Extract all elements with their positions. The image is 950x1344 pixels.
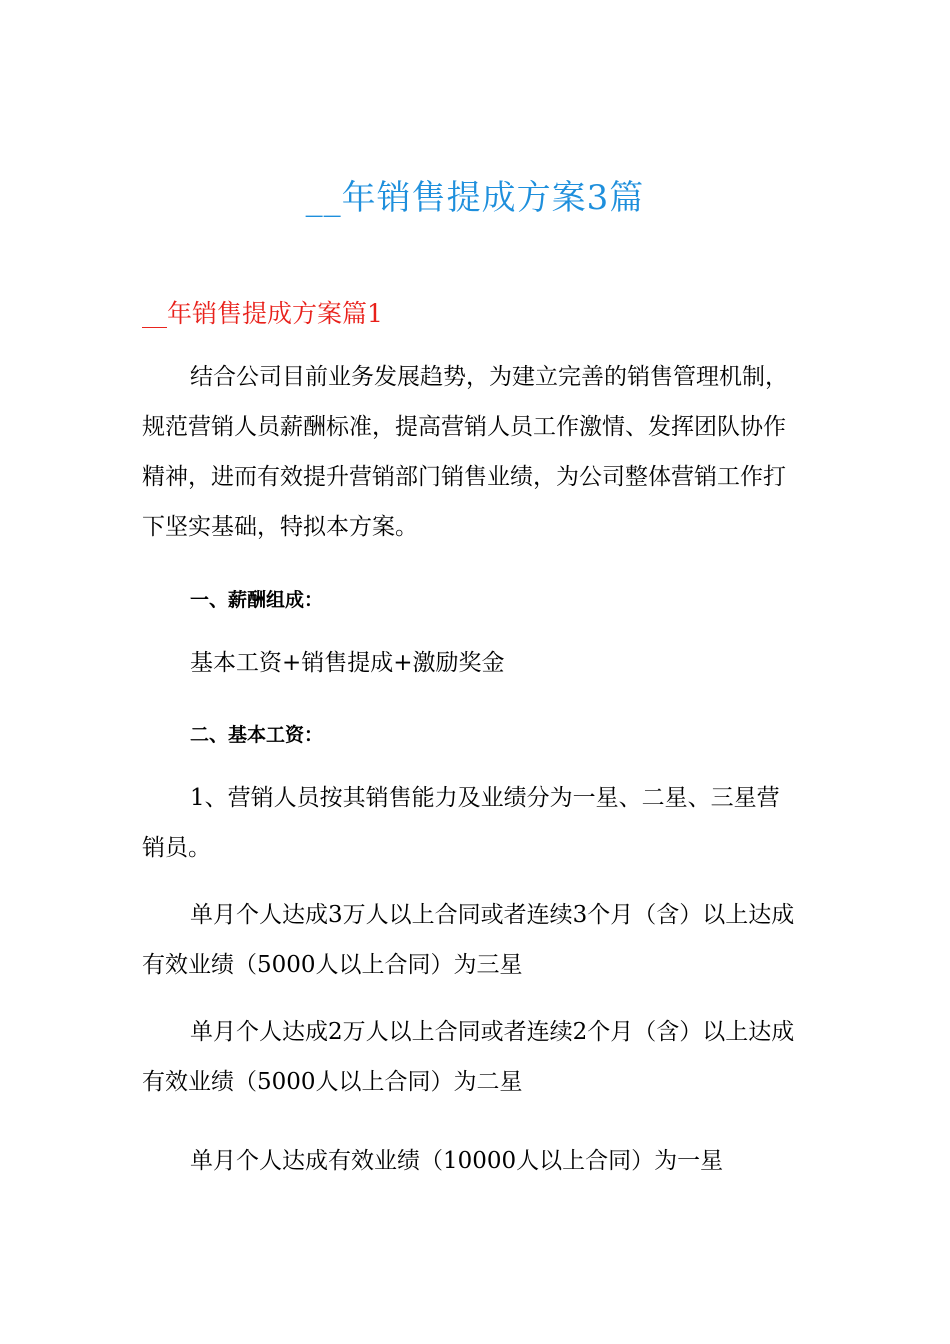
heading-base-salary: 二、基本工资： [190,724,324,746]
heading-salary-composition: 一、薪酬组成： [190,589,324,611]
star-1-criteria: 单月个人达成有效业绩（10000人以上合同）为一星 [190,1148,724,1174]
star-2-criteria: 单月个人达成2万人以上合同或者连续2个月（含）以上达成有效业绩（5000人以上合同）为二星 [142,1019,795,1095]
intro-paragraph: 结合公司目前业务发展趋势，为建立完善的销售管理机制，规范营销人员薪酬标准，提高营销人员工作激情、发挥团队协作精神，进而有效提升营销部门销售业绩，为公司整体营销工作打下坚实基础，特拟本方案。 [142,364,788,540]
section-title: __年销售提成方案篇1 [142,299,383,328]
list-item-star-levels: 1、营销人员按其销售能力及业绩分为一星、二星、三星营销员。 [142,785,780,861]
salary-formula: 基本工资+销售提成+激励奖金 [190,650,505,676]
star-3-criteria: 单月个人达成3万人以上合同或者连续3个月（含）以上达成有效业绩（5000人以上合同）为三星 [142,902,795,978]
document-title: __年销售提成方案3篇 [305,178,645,218]
